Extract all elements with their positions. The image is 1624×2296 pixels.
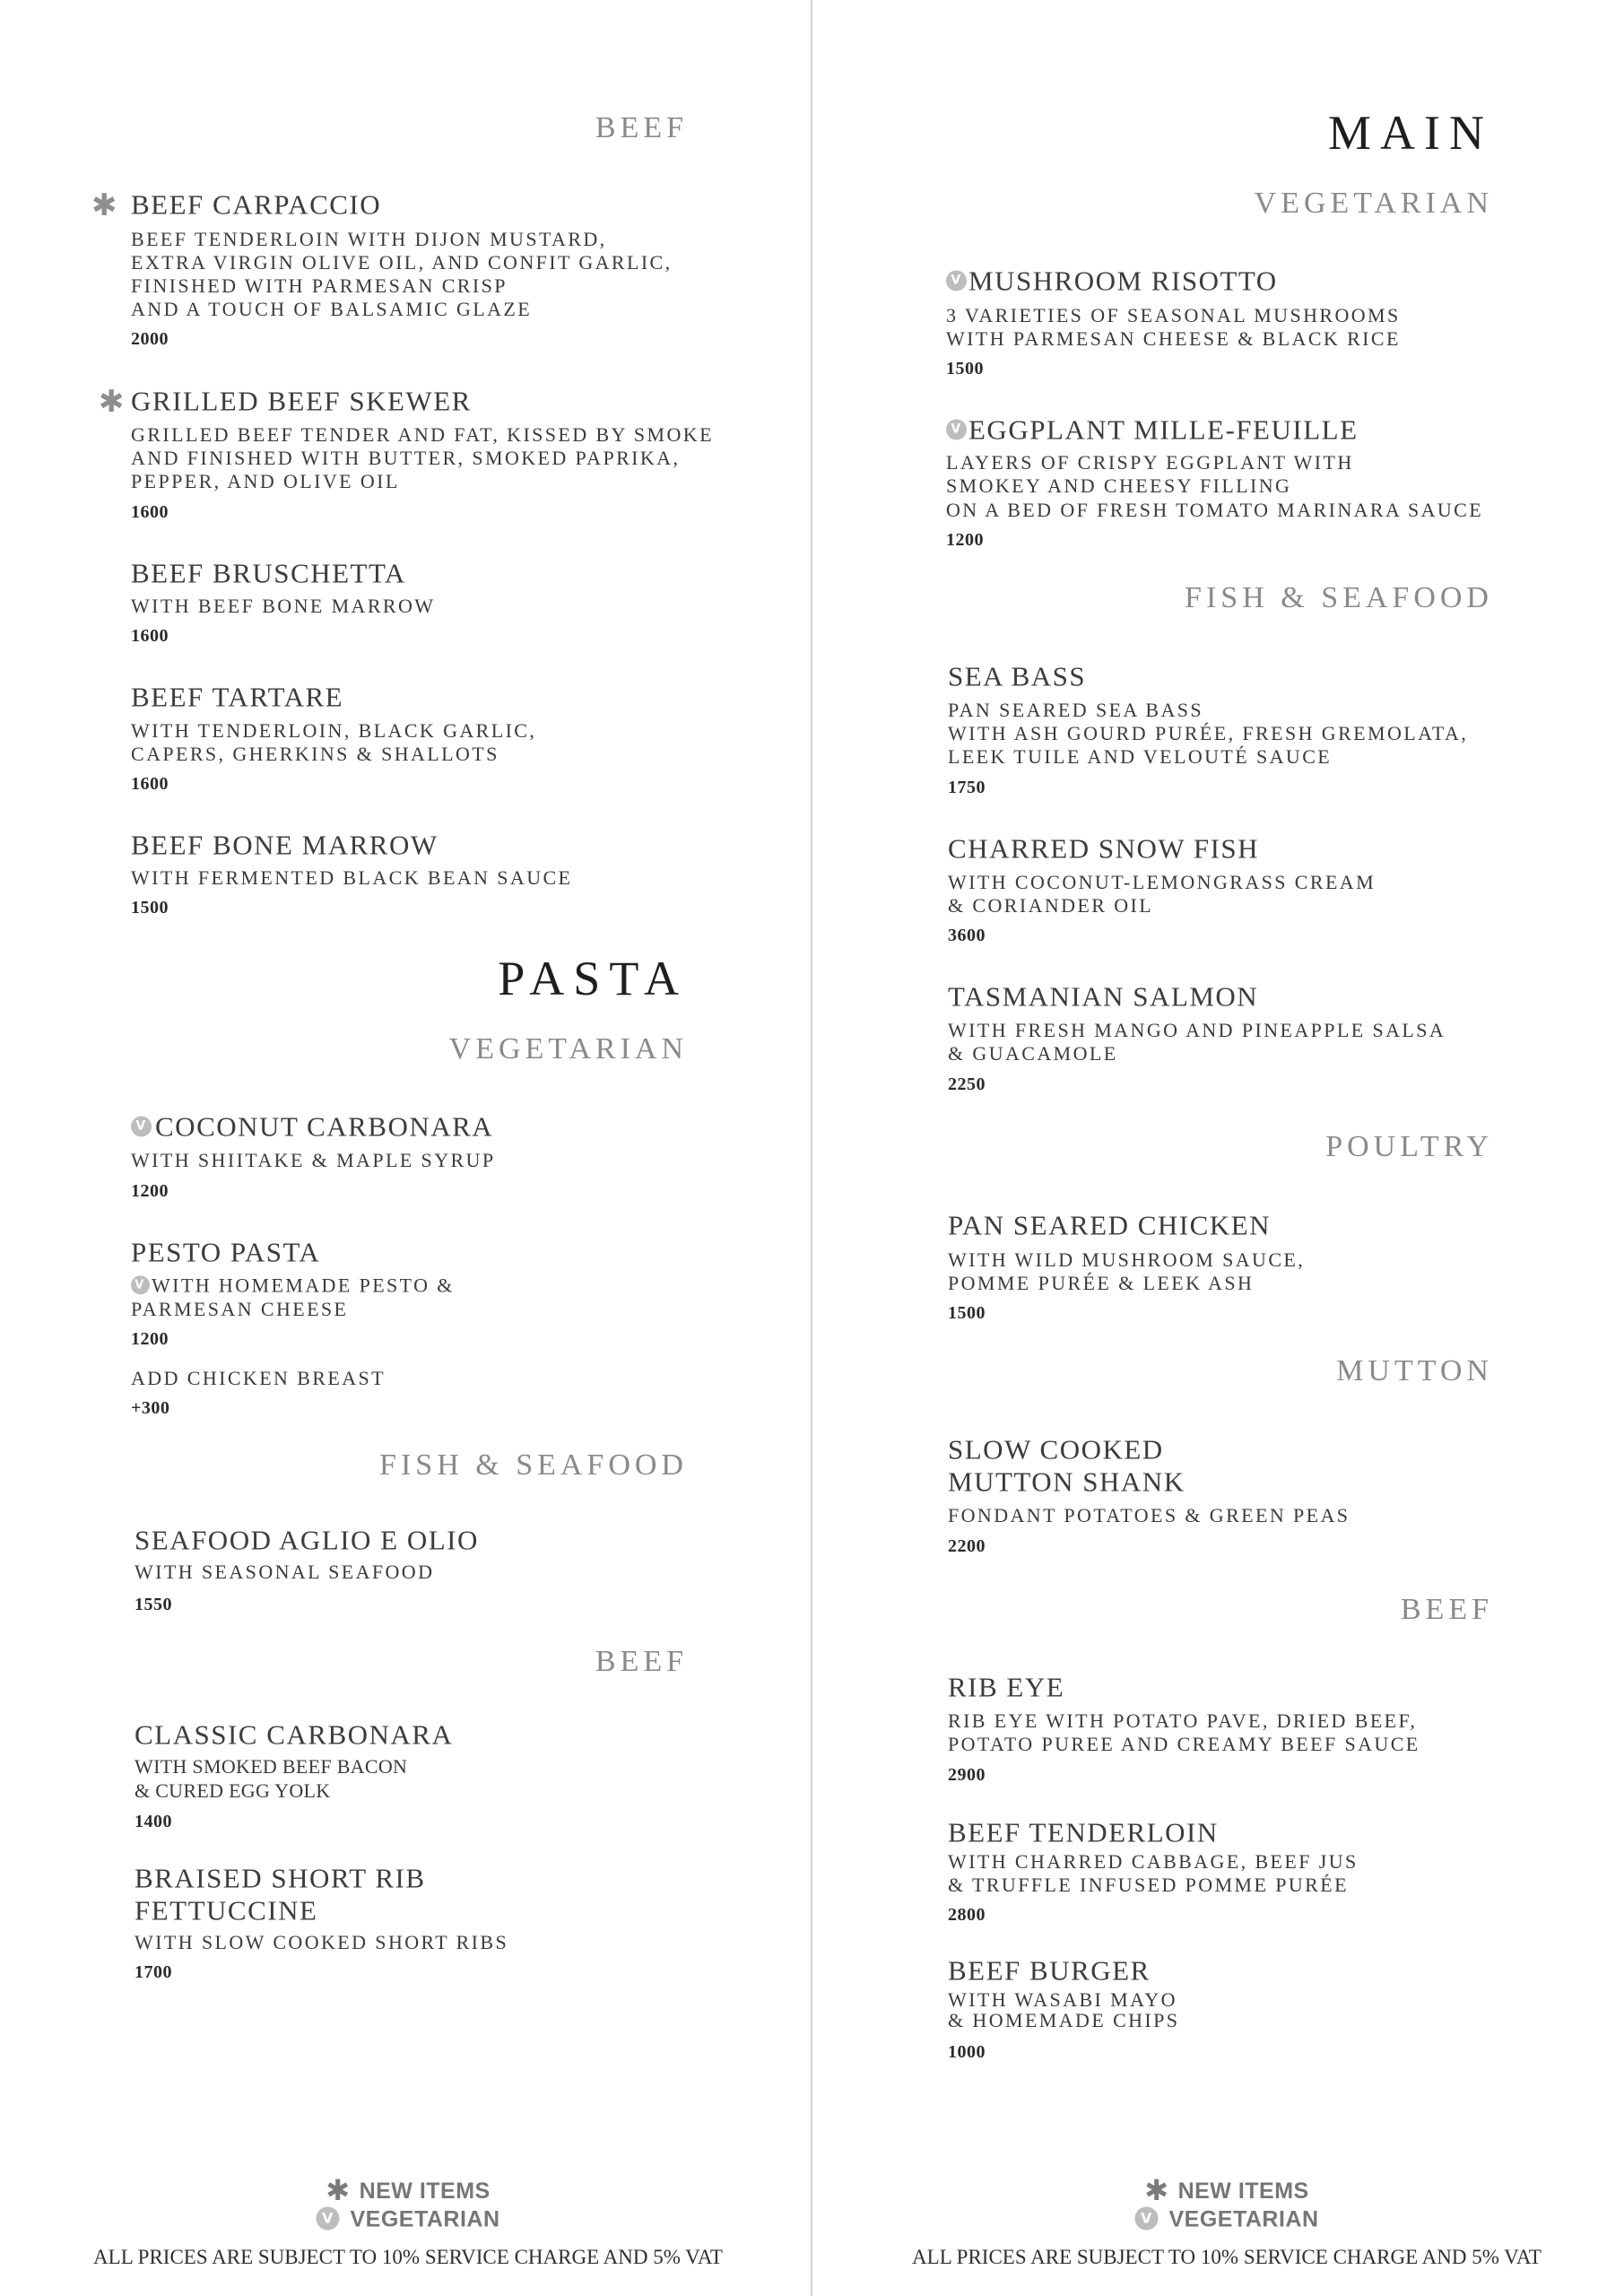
item-price: 1600 xyxy=(131,626,169,646)
item-desc: & TRUFFLE INFUSED POMME PURÉE xyxy=(948,1874,1349,1896)
section-header-poultry: POULTRY xyxy=(1325,1130,1493,1163)
item-desc: PARMESAN CHEESE xyxy=(131,1298,349,1320)
section-header-vegetarian: VEGETARIAN xyxy=(448,1032,688,1065)
item-name: BEEF CARPACCIO xyxy=(131,188,382,221)
item-name: SLOW COOKED xyxy=(948,1433,1164,1465)
item-price: 1700 xyxy=(135,1962,172,1982)
item-desc: WITH SLOW COOKED SHORT RIBS xyxy=(135,1931,509,1953)
item-desc: WITH TENDERLOIN, BLACK GARLIC, xyxy=(131,719,537,742)
item-name: MUTTON SHANK xyxy=(948,1465,1185,1498)
vegetarian-icon: V xyxy=(946,420,967,440)
item-desc: WITH WASABI MAYO xyxy=(948,1988,1177,2011)
item-desc: 3 VARIETIES OF SEASONAL MUSHROOMS xyxy=(946,304,1401,326)
item-name: CHARRED SNOW FISH xyxy=(948,832,1260,865)
item-price: 2250 xyxy=(948,1074,986,1094)
item-desc: POMME PURÉE & LEEK ASH xyxy=(948,1272,1255,1294)
item-desc: RIB EYE WITH POTATO PAVE, DRIED BEEF, xyxy=(948,1709,1418,1732)
item-desc: PAN SEARED SEA BASS xyxy=(948,699,1204,721)
item-desc: AND FINISHED WITH BUTTER, SMOKED PAPRIKA, xyxy=(131,447,681,469)
item-desc: & GUACAMOLE xyxy=(948,1042,1118,1065)
addon-price: +300 xyxy=(131,1398,170,1418)
item-name: BEEF BURGER xyxy=(948,1954,1151,1987)
item-name: FETTUCCINE xyxy=(135,1894,318,1926)
item-name xyxy=(946,413,1359,446)
item-desc: POTATO PUREE AND CREAMY BEEF SAUCE xyxy=(948,1733,1420,1755)
section-header-beef: BEEF xyxy=(595,1645,688,1678)
item-desc: LEEK TUILE AND VELOUTÉ SAUCE xyxy=(948,745,1333,768)
section-header-fish-seafood: FISH & SEAFOOD xyxy=(379,1448,688,1482)
section-header-beef: BEEF xyxy=(595,111,688,144)
page-title-main: MAIN xyxy=(1328,106,1493,160)
section-header-mutton: MUTTON xyxy=(1336,1354,1493,1387)
new-item-star-icon: ✱ xyxy=(1144,2173,1169,2207)
item-price: 2000 xyxy=(131,329,169,349)
item-name: BEEF TENDERLOIN xyxy=(948,1816,1219,1848)
item-price: 1500 xyxy=(946,359,984,378)
item-name-text: COCONUT CARBONARA xyxy=(155,1110,494,1143)
item-desc: WITH FERMENTED BLACK BEAN SAUCE xyxy=(131,866,573,889)
item-price: 1500 xyxy=(131,898,169,918)
item-name: BEEF BRUSCHETTA xyxy=(131,557,406,589)
item-name: PESTO PASTA xyxy=(131,1236,321,1268)
item-desc: BEEF TENDERLOIN WITH DIJON MUSTARD, xyxy=(131,228,607,250)
legend-vegetarian-label: VEGETARIAN xyxy=(350,2206,500,2232)
page-title-pasta: PASTA xyxy=(498,952,688,1005)
item-desc: LAYERS OF CRISPY EGGPLANT WITH xyxy=(946,451,1354,474)
item-name-text: EGGPLANT MILLE-FEUILLE xyxy=(968,413,1359,446)
item-price: 3600 xyxy=(948,926,986,945)
item-price: 1400 xyxy=(135,1812,172,1831)
item-price: 1200 xyxy=(131,1181,169,1201)
item-desc: WITH FRESH MANGO AND PINEAPPLE SALSA xyxy=(948,1019,1446,1041)
item-desc: WITH PARMESAN CHEESE & BLACK RICE xyxy=(946,327,1401,350)
item-desc: ON A BED OF FRESH TOMATO MARINARA SAUCE xyxy=(946,499,1484,521)
legend-new-items xyxy=(326,2171,490,2205)
item-desc: WITH COCONUT-LEMONGRASS CREAM xyxy=(948,871,1376,893)
legend-vegetarian-label: VEGETARIAN xyxy=(1168,2206,1319,2232)
item-name xyxy=(131,1110,494,1143)
item-name: SEA BASS xyxy=(948,660,1087,692)
item-name: SEAFOOD AGLIO E OLIO xyxy=(135,1524,479,1556)
price-disclaimer: ALL PRICES ARE SUBJECT TO 10% SERVICE CHARGE AND 5% VAT xyxy=(912,2246,1541,2268)
item-desc: & HOMEMADE CHIPS xyxy=(948,2009,1180,2031)
item-price: 1550 xyxy=(135,1595,172,1614)
section-header-beef: BEEF xyxy=(1400,1593,1493,1626)
item-price: 2800 xyxy=(948,1905,986,1925)
item-desc: WITH CHARRED CABBAGE, BEEF JUS xyxy=(948,1850,1359,1873)
item-desc: EXTRA VIRGIN OLIVE OIL, AND CONFIT GARLIC, xyxy=(131,251,673,274)
item-name: RIB EYE xyxy=(948,1671,1065,1703)
item-name-text: MUSHROOM RISOTTO xyxy=(968,265,1278,297)
item-price: 1200 xyxy=(131,1329,169,1349)
new-item-star-icon: ✱ xyxy=(99,384,125,420)
item-desc: WITH SMOKED BEEF BACON xyxy=(135,1755,408,1778)
item-price: 2900 xyxy=(948,1765,986,1785)
new-item-star-icon: ✱ xyxy=(91,187,117,223)
item-desc: WITH BEEF BONE MARROW xyxy=(131,595,436,617)
vegetarian-icon: V xyxy=(131,1276,150,1295)
item-price: 1750 xyxy=(948,778,986,797)
item-desc xyxy=(131,1275,455,1296)
item-desc: AND A TOUCH OF BALSAMIC GLAZE xyxy=(131,298,533,320)
item-desc: & CURED EGG YOLK xyxy=(135,1779,331,1802)
item-desc: SMOKEY AND CHEESY FILLING xyxy=(946,474,1292,497)
legend-new-items xyxy=(1144,2171,1308,2205)
item-desc: WITH WILD MUSHROOM SAUCE, xyxy=(948,1248,1306,1271)
item-desc: WITH ASH GOURD PURÉE, FRESH GREMOLATA, xyxy=(948,722,1469,744)
item-price: 2200 xyxy=(948,1536,986,1556)
item-desc: CAPERS, GHERKINS & SHALLOTS xyxy=(131,743,499,765)
item-desc: GRILLED BEEF TENDER AND FAT, KISSED BY SMOKE xyxy=(131,423,714,446)
item-price: 1500 xyxy=(948,1303,986,1323)
item-desc: WITH SHIITAKE & MAPLE SYRUP xyxy=(131,1149,496,1171)
vegetarian-icon: V xyxy=(316,2207,339,2231)
item-desc: FINISHED WITH PARMESAN CRISP xyxy=(131,274,508,297)
vegetarian-icon: V xyxy=(131,1117,152,1137)
item-price: 1600 xyxy=(131,774,169,794)
item-price: 1200 xyxy=(946,530,984,550)
legend-vegetarian xyxy=(316,2207,499,2233)
item-desc: & CORIANDER OIL xyxy=(948,894,1154,917)
item-desc: WITH SEASONAL SEAFOOD xyxy=(135,1561,435,1583)
price-disclaimer: ALL PRICES ARE SUBJECT TO 10% SERVICE CHARGE AND 5% VAT xyxy=(93,2246,723,2268)
item-name xyxy=(946,267,1278,295)
item-desc: FONDANT POTATOES & GREEN PEAS xyxy=(948,1504,1350,1526)
item-desc-text: WITH HOMEMADE PESTO & xyxy=(152,1274,455,1297)
item-price: 1600 xyxy=(131,502,169,522)
item-name: BEEF BONE MARROW xyxy=(131,829,439,861)
section-header-vegetarian: VEGETARIAN xyxy=(1254,187,1493,220)
section-header-fish-seafood: FISH & SEAFOOD xyxy=(1185,581,1493,614)
item-name: BEEF TARTARE xyxy=(131,681,344,713)
legend-vegetarian xyxy=(1134,2207,1318,2233)
item-name: BRAISED SHORT RIB xyxy=(135,1862,426,1894)
page-divider xyxy=(811,0,812,2296)
item-price: 1000 xyxy=(948,2042,986,2062)
item-name: GRILLED BEEF SKEWER xyxy=(131,385,472,417)
new-item-star-icon: ✱ xyxy=(326,2173,351,2207)
item-name: CLASSIC CARBONARA xyxy=(135,1718,454,1751)
legend-new-label: NEW ITEMS xyxy=(359,2179,491,2204)
item-name: TASMANIAN SALMON xyxy=(948,980,1259,1013)
vegetarian-icon: V xyxy=(946,271,967,291)
item-name: PAN SEARED CHICKEN xyxy=(948,1209,1272,1241)
legend-new-label: NEW ITEMS xyxy=(1177,2179,1309,2204)
vegetarian-icon: V xyxy=(1134,2207,1158,2231)
item-desc: PEPPER, AND OLIVE OIL xyxy=(131,470,400,492)
addon-label: ADD CHICKEN BREAST xyxy=(131,1367,386,1389)
